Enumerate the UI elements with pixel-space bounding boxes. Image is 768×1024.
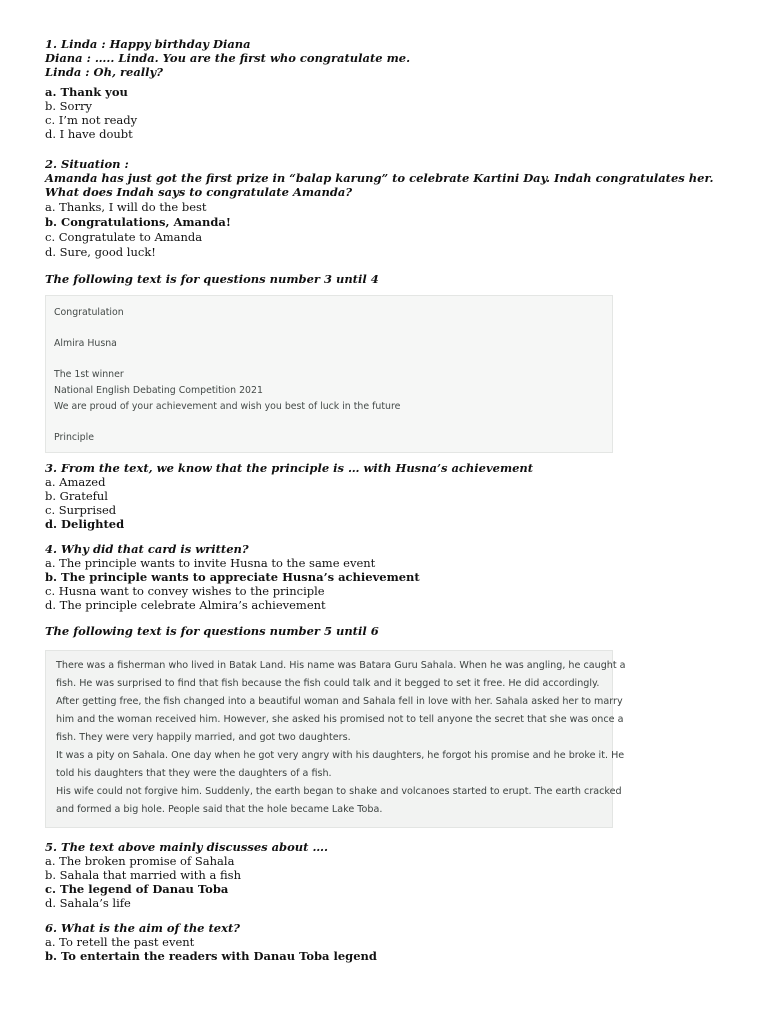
question-3-option-b: b. Grateful xyxy=(45,489,108,503)
question-5-option-d: d. Sahala’s life xyxy=(45,896,131,910)
question-5-line: 5. The text above mainly discusses about …. xyxy=(45,840,328,854)
question-1-line: 1. Linda : Happy birthday Diana xyxy=(45,37,251,51)
question-3 xyxy=(45,461,745,531)
question-4-option-c: c. Husna want to convey wishes to the principle xyxy=(45,584,325,598)
question-1-option-d: d. I have doubt xyxy=(45,127,133,141)
question-6-option-b: b. To entertain the readers with Danau Toba legend xyxy=(45,949,377,963)
question-2-line: 2. Situation : xyxy=(45,157,129,171)
question-1 xyxy=(45,37,745,141)
question-6-option-a: a. To retell the past event xyxy=(45,935,195,949)
question-2 xyxy=(45,157,745,259)
question-2-option-b: b. Congratulations, Amanda! xyxy=(45,215,231,229)
question-2-option-d: d. Sure, good luck! xyxy=(45,245,156,259)
story-line: There was a fisherman who lived in Batak Land. His name was Batara Guru Sahala. When he was angling, he caught a xyxy=(56,660,626,671)
section-intro-3-4: The following text is for questions number 3 until 4 xyxy=(45,272,379,286)
question-1-line: Linda : Oh, really? xyxy=(45,65,163,79)
question-5-option-c: c. The legend of Danau Toba xyxy=(45,882,229,896)
question-4-option-b: b. The principle wants to appreciate Husna’s achievement xyxy=(45,570,420,584)
question-4-option-a: a. The principle wants to invite Husna to the same event xyxy=(45,556,376,570)
story-line: fish. He was surprised to find that fish because the fish could talk and it begged to set it free. He did accordingly. xyxy=(56,678,600,689)
story-line: His wife could not forgive him. Suddenly, the earth began to shake and volcanoes started to erupt. The earth cracked xyxy=(56,786,622,797)
question-3-line: 3. From the text, we know that the principle is … with Husna’s achievement xyxy=(45,461,534,475)
question-5 xyxy=(45,840,745,910)
story-line: told his daughters that they were the daughters of a fish. xyxy=(56,768,332,779)
question-1-option-a: a. Thank you xyxy=(45,85,128,99)
story-line: It was a pity on Sahala. One day when he got very angry with his daughters, he forgot his promise and he broke it. He xyxy=(56,750,625,761)
question-1-option-c: c. I’m not ready xyxy=(45,113,138,127)
card-line: National English Debating Competition 2021 xyxy=(54,385,263,396)
story-line: After getting free, the fish changed into a beautiful woman and Sahala fell in love with her. Sahala asked her to marry xyxy=(56,696,623,707)
question-4-option-d: d. The principle celebrate Almira’s achievement xyxy=(45,598,326,612)
question-3-option-d: d. Delighted xyxy=(45,517,125,531)
question-5-option-b: b. Sahala that married with a fish xyxy=(45,868,241,882)
question-6-line: 6. What is the aim of the text? xyxy=(45,921,241,935)
narrative-text-box xyxy=(45,650,626,828)
story-line: fish. They were very happily married, and got two daughters. xyxy=(56,732,351,743)
card-line: Almira Husna xyxy=(54,338,117,349)
question-4 xyxy=(45,542,745,612)
question-1-option-b: b. Sorry xyxy=(45,99,92,113)
question-1-line: Diana : ….. Linda. You are the first who congratulate me. xyxy=(45,51,411,65)
question-2-line: Amanda has just got the first prize in “balap karung” to celebrate Kartini Day. Indah congratulates her. xyxy=(45,171,714,185)
question-4-line: 4. Why did that card is written? xyxy=(45,542,249,556)
question-2-option-c: c. Congratulate to Amanda xyxy=(45,230,203,244)
card-line: The 1st winner xyxy=(54,369,124,380)
story-line: and formed a big hole. People said that the hole became Lake Toba. xyxy=(56,804,383,815)
card-line: Congratulation xyxy=(54,307,124,318)
question-2-line: What does Indah says to congratulate Amanda? xyxy=(45,185,353,199)
card-line: We are proud of your achievement and wish you best of luck in the future xyxy=(54,401,401,412)
congratulation-card xyxy=(45,295,613,453)
question-5-option-a: a. The broken promise of Sahala xyxy=(45,854,235,868)
card-line: Principle xyxy=(54,432,94,443)
question-3-option-c: c. Surprised xyxy=(45,503,117,517)
question-2-option-a: a. Thanks, I will do the best xyxy=(45,200,207,214)
section-intro-5-6: The following text is for questions number 5 until 6 xyxy=(45,624,379,638)
question-3-option-a: a. Amazed xyxy=(45,475,106,489)
question-6 xyxy=(45,921,745,963)
story-line: him and the woman received him. However, she asked his promised not to tell anyone the secret that she was once a xyxy=(56,714,624,725)
